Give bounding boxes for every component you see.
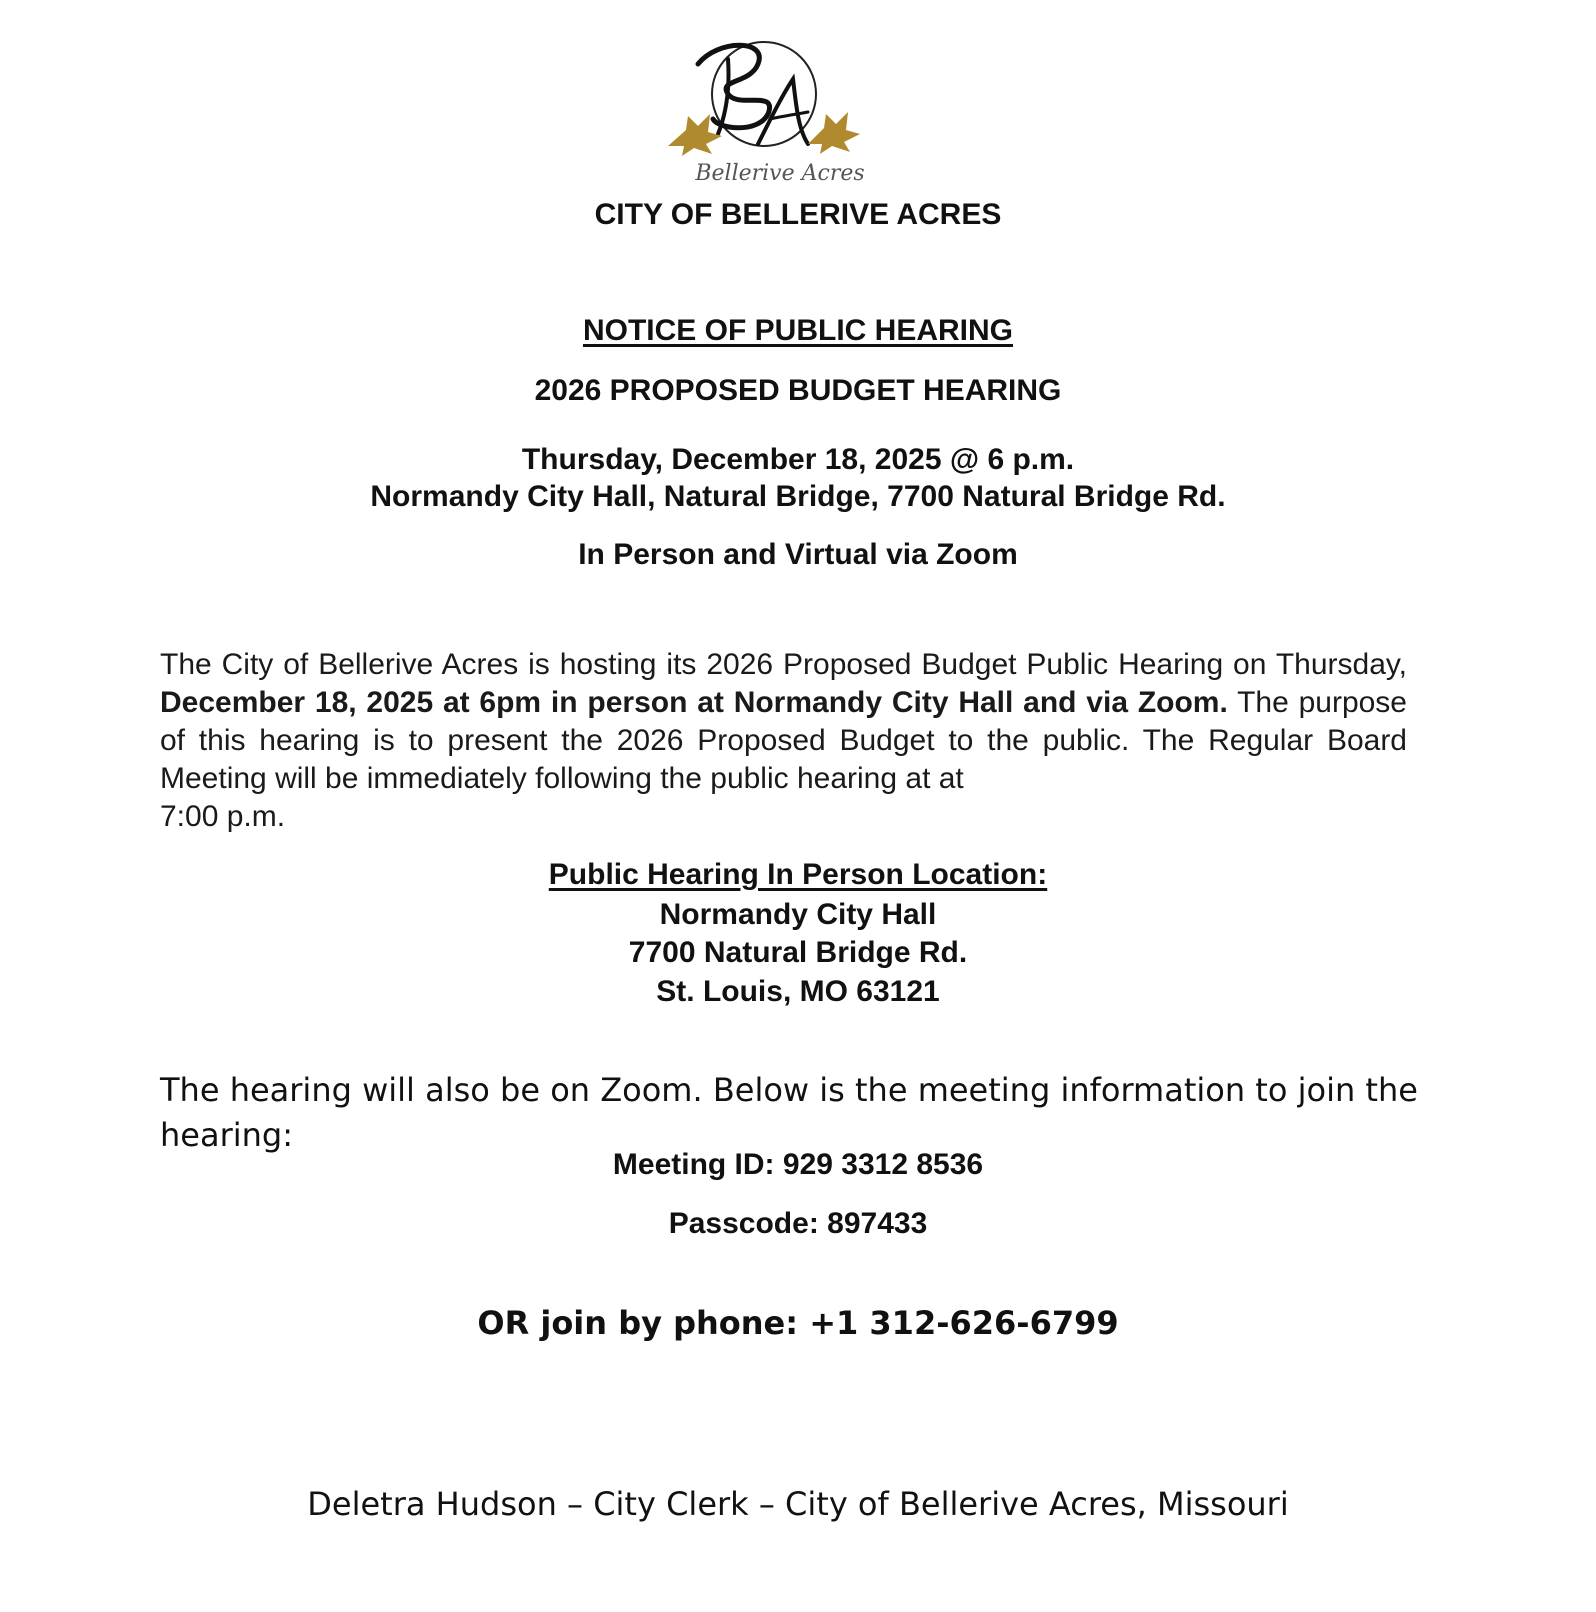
city-logo — [658, 34, 902, 188]
right-leaf-icon — [808, 112, 860, 154]
notice-heading-text: NOTICE OF PUBLIC HEARING — [582, 314, 1013, 347]
clerk-signature-line: Deletra Hudson – City Clerk – City of Bellerive Acres, Missouri — [307, 1485, 1289, 1523]
hearing-venue: Normandy City Hall, Natural Bridge, 7700 Natural Bridge Rd. — [370, 480, 1226, 513]
body-text-b: The purpose of this hearing is to present the 2026 Proposed Budget to the public. The Regular Board Meeting will be immediately following the public hearing at at — [160, 686, 1407, 795]
budget-hearing-heading: 2026 PROPOSED BUDGET HEARING — [534, 374, 1062, 407]
notice-heading — [0, 314, 1596, 348]
meeting-id: Meeting ID: 929 3312 8536 — [612, 1148, 984, 1181]
hearing-format: In Person and Virtual via Zoom — [578, 538, 1018, 571]
phone-join: OR join by phone: +1 312-626-6799 — [477, 1304, 1119, 1342]
body-text-a: The City of Bellerive Acres is hosting its 2026 Proposed Budget Public Hearing on Thursday, — [160, 648, 1407, 681]
location-heading — [0, 856, 1596, 894]
location-name: Normandy City Hall — [659, 898, 937, 931]
body-text-c: 7:00 p.m. — [160, 800, 286, 833]
location-heading-text: Public Hearing In Person Location: — [548, 858, 1048, 891]
hearing-date-time: Thursday, December 18, 2025 @ 6 p.m. — [521, 443, 1075, 476]
zoom-intro-line1: The hearing will also be on Zoom. Below is the meeting information to join the — [160, 1071, 1418, 1109]
location-city: St. Louis, MO 63121 — [656, 975, 940, 1008]
city-title: CITY OF BELLERIVE ACRES — [594, 198, 1002, 231]
body-paragraph — [160, 646, 1407, 836]
zoom-intro — [160, 1068, 1420, 1158]
logo-emblem-icon — [658, 34, 902, 188]
location-street: 7700 Natural Bridge Rd. — [628, 936, 968, 969]
meeting-passcode: Passcode: 897433 — [668, 1207, 928, 1240]
body-text-bold: December 18, 2025 at 6pm in person at Normandy City Hall and via Zoom. — [160, 686, 1228, 719]
zoom-intro-line2: hearing: — [160, 1116, 293, 1154]
logo-wordmark: Bellerive Acres — [695, 161, 865, 186]
